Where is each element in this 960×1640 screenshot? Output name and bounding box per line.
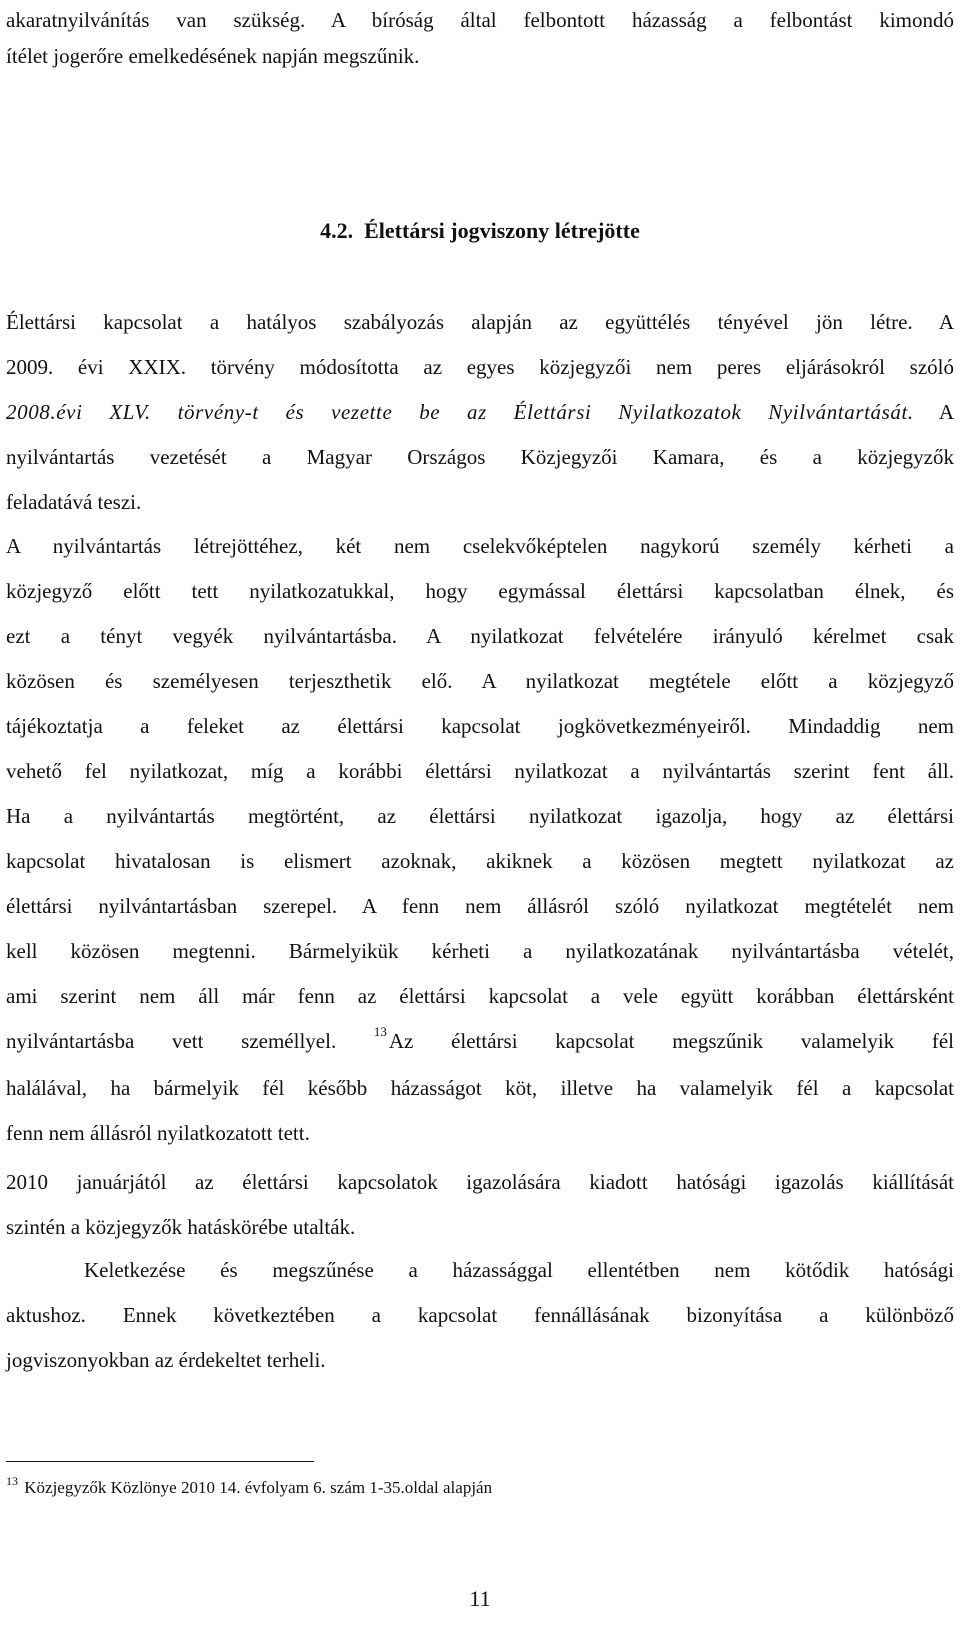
text-line: Ha a nyilvántartás megtörtént, az élettársi nyilatkozat igazolja, hogy az élettársi bbox=[6, 804, 954, 828]
paragraph-4 bbox=[6, 1248, 954, 1383]
text-line: akaratnyilvánítás van szükség. A bíróság által felbontott házasság a felbontást kimondó bbox=[6, 8, 954, 32]
footnote-separator bbox=[6, 1461, 314, 1462]
text-line: vehető fel nyilatkozat, míg a korábbi élettársi nyilatkozat a nyilvántartás szerint fent áll. bbox=[6, 759, 954, 783]
paragraph-2 bbox=[6, 524, 954, 1156]
text-line: közösen és személyesen terjeszthetik elő. A nyilatkozat megtétele előtt a közjegyző bbox=[6, 669, 954, 693]
text-line bbox=[6, 1019, 954, 1066]
text-line: közjegyző előtt tett nyilatkozatukkal, hogy egymással élettársi kapcsolatban élnek, és bbox=[6, 579, 954, 603]
carryover-paragraph bbox=[6, 2, 954, 74]
text-line: tájékoztatja a feleket az élettársi kapcsolat jogkövetkezményeiről. Mindaddig nem bbox=[6, 714, 954, 738]
text-line: feladatává teszi. bbox=[6, 490, 142, 514]
text-line: fenn nem állásról nyilatkozatott tett. bbox=[6, 1121, 310, 1145]
footnote-marker: 13 bbox=[6, 1474, 18, 1488]
text-line: nyilvántartás vezetését a Magyar Országos Közjegyzői Kamara, és a közjegyzők bbox=[6, 445, 954, 469]
text-line: kell közösen megtenni. Bármelyikük kérheti a nyilatkozatának nyilvántartásba vételét, bbox=[6, 939, 954, 963]
footnote-text: Közjegyzők Közlönye 2010 14. évfolyam 6. szám 1-35.oldal alapján bbox=[24, 1478, 493, 1497]
text-line: ezt a tényt vegyék nyilvántartásba. A nyilatkozat felvételére irányuló kérelmet csak bbox=[6, 624, 954, 648]
section-heading bbox=[0, 218, 960, 244]
text-line: aktushoz. Ennek következtében a kapcsolat fennállásának bizonyítása a különböző bbox=[6, 1303, 954, 1327]
text-line: 2009. évi XXIX. törvény módosította az egyes közjegyzői nem peres eljárásokról szóló bbox=[6, 355, 954, 379]
text-fragment: A bbox=[913, 400, 954, 424]
section-number: 4.2. bbox=[320, 218, 354, 243]
text-fragment: Az élettársi kapcsolat megszűnik valamelyik fél bbox=[388, 1029, 955, 1053]
text-line: élettársi nyilvántartásban szerepel. A fenn nem állásról szóló nyilatkozat megtételét nem bbox=[6, 894, 954, 918]
paragraph-3 bbox=[6, 1160, 954, 1250]
footnote bbox=[6, 1474, 493, 1498]
text-line: kapcsolat hivatalosan is elismert azoknak, akiknek a közösen megtett nyilatkozat az bbox=[6, 849, 954, 873]
page-number: 11 bbox=[469, 1586, 491, 1611]
text-line: Keletkezése és megszűnése a házassággal ellentétben nem kötődik hatósági bbox=[84, 1258, 954, 1282]
law-citation: 2008.évi XLV. törvény-t és vezette be az Élettársi Nyilatkozatok Nyilvántartását. bbox=[6, 400, 914, 424]
text-fragment: nyilvántartásba vett személlyel. bbox=[6, 1029, 337, 1053]
section-title: Élettársi jogviszony létrejötte bbox=[364, 218, 640, 243]
text-line: ítélet jogerőre emelkedésének napján megszűnik. bbox=[6, 44, 420, 68]
text-line bbox=[6, 390, 954, 435]
text-line: Élettársi kapcsolat a hatályos szabályozás alapján az együttélés tényével jön létre. A bbox=[6, 310, 954, 334]
text-line: A nyilvántartás létrejöttéhez, két nem cselekvőképtelen nagykorú személy kérheti a bbox=[6, 534, 954, 558]
footnote-reference[interactable]: 13 bbox=[373, 1024, 387, 1039]
text-line: jogviszonyokban az érdekeltet terheli. bbox=[6, 1348, 326, 1372]
text-line: 2010 januárjától az élettársi kapcsolatok igazolására kiadott hatósági igazolás kiállítását bbox=[6, 1170, 954, 1194]
text-line: halálával, ha bármelyik fél később házasságot köt, illetve ha valamelyik fél a kapcsolat bbox=[6, 1076, 954, 1100]
paragraph-1 bbox=[6, 300, 954, 525]
text-line: szintén a közjegyzők hatáskörébe utalták. bbox=[6, 1215, 356, 1239]
text-line: ami szerint nem áll már fenn az élettársi kapcsolat a vele együtt korábban élettársként bbox=[6, 984, 954, 1008]
